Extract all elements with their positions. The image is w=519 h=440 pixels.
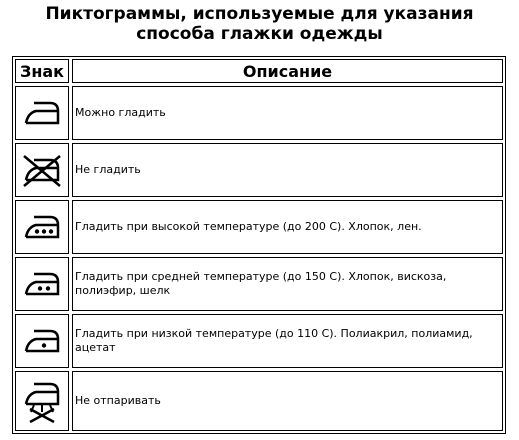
iron-three-dots-icon [22, 209, 62, 245]
iron-crossed-icon [20, 152, 64, 188]
table-row-description: Не отпаривать [72, 371, 503, 431]
page-title [0, 4, 519, 44]
title-line-1: Пиктограммы, используемые для указания [45, 4, 474, 24]
iron-icon [22, 95, 62, 131]
table-row-description: Не гладить [72, 143, 503, 197]
table-row-description: Гладить при низкой температуре (до 110 С). Полиакрил, полиамид, ацетат [72, 314, 503, 368]
iron-no-steam-icon [20, 378, 64, 424]
iron-one-dot-icon [22, 323, 62, 359]
title-line-2: способа глажки одежды [136, 24, 383, 44]
table-row-sign [15, 314, 69, 368]
table-row-sign [15, 200, 69, 254]
ironing-symbols-table [12, 56, 506, 434]
header-sign: Знак [15, 59, 69, 83]
table-row-sign [15, 86, 69, 140]
table-row-description: Гладить при средней температуре (до 150 С). Хлопок, вискоза, полиэфир, шелк [72, 257, 503, 311]
table-row-sign [15, 257, 69, 311]
table-row-sign [15, 371, 69, 431]
header-description: Описание [72, 59, 503, 83]
table-row-description: Гладить при высокой температуре (до 200 С). Хлопок, лен. [72, 200, 503, 254]
iron-two-dots-icon [22, 266, 62, 302]
table-row-description: Можно гладить [72, 86, 503, 140]
table-row-sign [15, 143, 69, 197]
